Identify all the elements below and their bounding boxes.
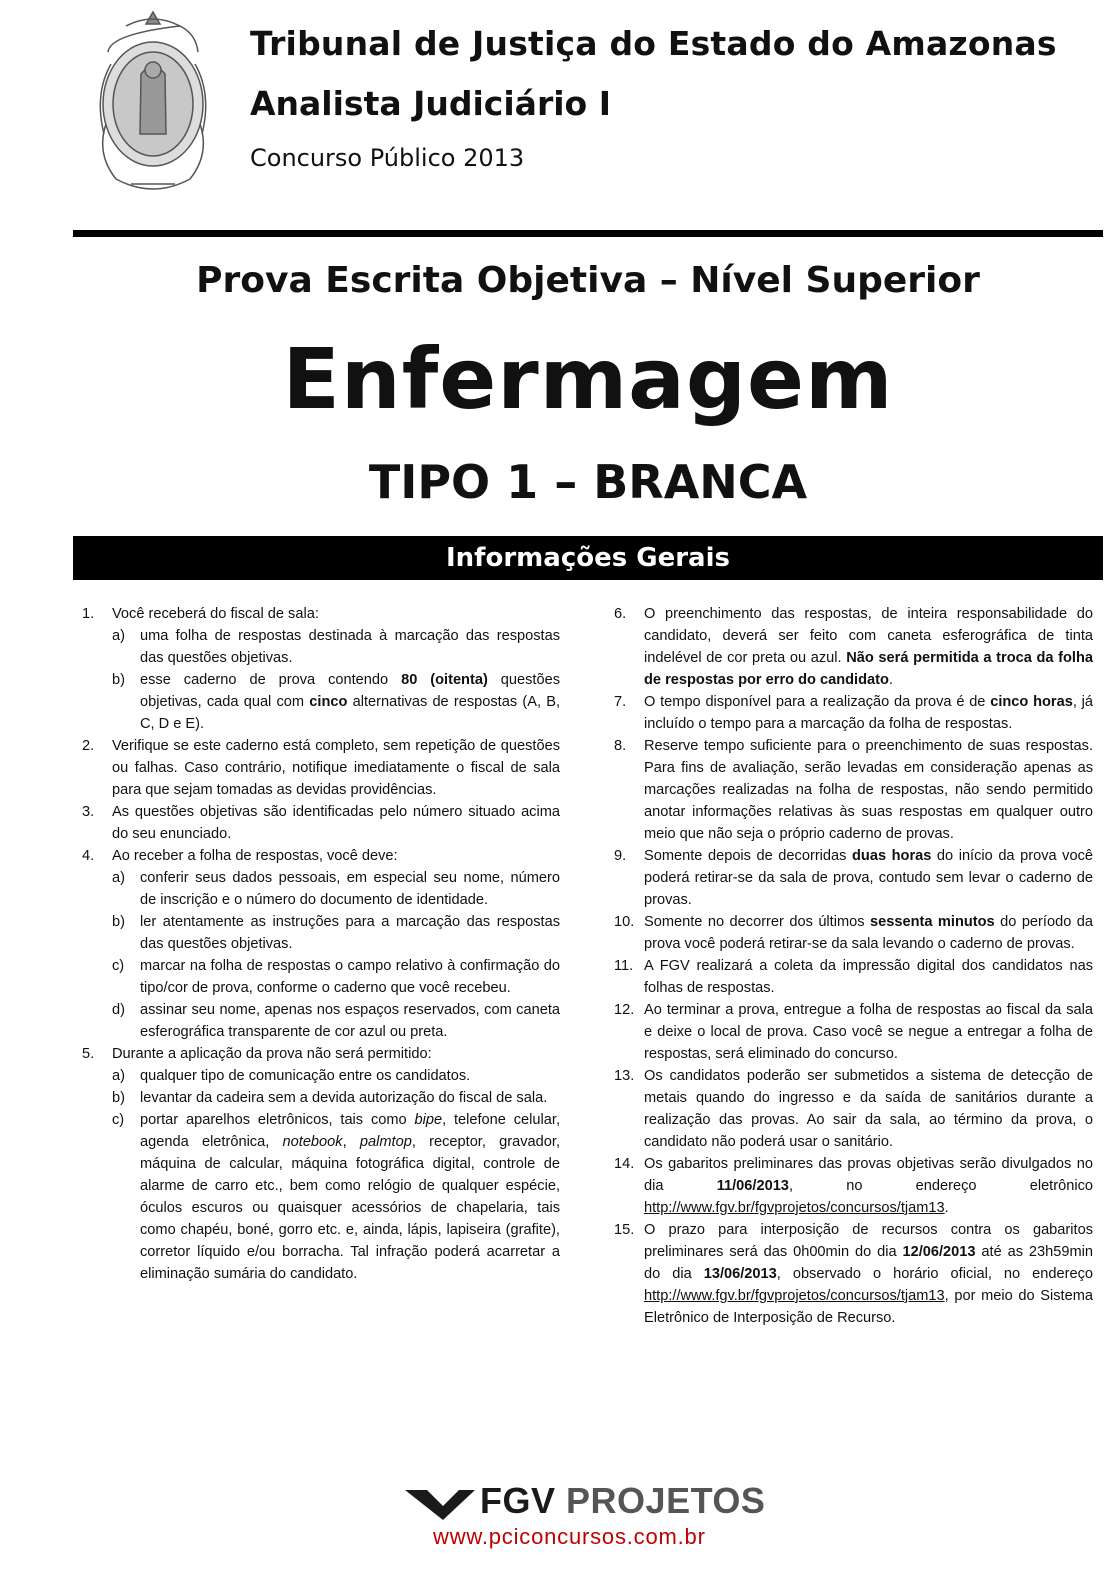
- item-text: [644, 603, 1093, 691]
- sub-text: uma folha de respostas destinada à marcação das respostas das questões objetivas.: [140, 628, 560, 666]
- contest-title: Concurso Público 2013: [250, 144, 525, 172]
- appeals-link[interactable]: http://www.fgv.br/fgvprojetos/concursos/tjam13: [644, 1288, 945, 1304]
- sub-text: conferir seus dados pessoais, em especial seu nome, número de inscrição e o número do documento de identidade.: [140, 870, 560, 908]
- item-number: 10.: [614, 914, 635, 930]
- item-text-part: , já incluído o tempo para a marcação da folha de respostas.: [644, 694, 1094, 732]
- sub-letter: a): [112, 870, 125, 886]
- sub-item: [112, 911, 560, 955]
- item-number: 7.: [614, 694, 627, 710]
- item-text: Você receberá do fiscal de sala:: [112, 606, 319, 622]
- item-text-part: Somente depois de decorridas: [644, 848, 852, 864]
- sub-bold: cinco: [309, 694, 348, 710]
- item-text-part: até as 23h59min do dia: [644, 1244, 1093, 1282]
- sub-item: [112, 999, 560, 1043]
- instruction-item: [82, 1043, 560, 1285]
- instruction-item: [614, 1065, 1093, 1153]
- instruction-item: [82, 735, 560, 801]
- sub-text: assinar seu nome, apenas nos espaços reservados, com caneta esferográfica transparente de cor azul ou preta.: [140, 1002, 560, 1040]
- sub-item: [112, 625, 560, 669]
- item-text: [644, 1153, 1093, 1219]
- instruction-item: [614, 845, 1093, 911]
- sub-letter: a): [112, 1068, 125, 1084]
- item-text-part: Somente no decorrer dos últimos: [644, 914, 870, 930]
- sub-text: , receptor, gravador, máquina de calcular, máquina fotográfica digital, controle de alarme de carro etc., bem como relógio de qualquer espécie, óculos escuros ou quaisquer acessórios de chapelaria, tais como chapéu, boné, gorro etc. e, ainda, lápis, lapiseira (grafite), corretor líquido e/ou borracha. Tal infração poderá acarretar a eliminação sumária do candidato.: [140, 1134, 561, 1282]
- sub-item: [112, 1087, 560, 1109]
- item-number: 1.: [82, 606, 95, 622]
- sub-text: levantar da cadeira sem a devida autorização do fiscal de sala.: [140, 1090, 548, 1106]
- item-text-part: O prazo para interposição de recursos contra os gabaritos preliminares será das 0h00min do dia: [644, 1222, 1093, 1260]
- item-number: 5.: [82, 1046, 95, 1062]
- exam-subject: Enfermagem: [282, 330, 894, 428]
- item-number: 11.: [614, 958, 634, 974]
- sub-letter: d): [112, 1002, 125, 1018]
- item-text: Reserve tempo suficiente para o preenchimento de suas respostas. Para fins de avaliação, serão levadas em consideração apenas as marcações realizadas na folha de respostas, não sendo permitido anotar informações relativas às suas respostas em qualquer outro meio que não seja o próprio caderno de provas.: [644, 738, 1093, 842]
- item-text-part: .: [888, 672, 893, 688]
- sub-item: [112, 955, 560, 999]
- fgv-logo-text: FGV: [480, 1480, 556, 1521]
- item-number: 4.: [82, 848, 95, 864]
- sub-letter: b): [112, 672, 125, 688]
- item-text: As questões objetivas são identificadas pelo número situado acima do seu enunciado.: [112, 804, 560, 842]
- item-text: Ao receber a folha de respostas, você deve:: [112, 848, 398, 864]
- item-text-part: O preenchimento das respostas, de inteira responsabilidade do candidato, deverá ser feito com caneta esferográfica de tinta indelével de cor preta ou azul.: [644, 606, 1093, 666]
- sub-letter: c): [112, 1112, 125, 1128]
- instruction-item: [614, 955, 1093, 999]
- sub-letter: b): [112, 1090, 125, 1106]
- exam-type: TIPO 1 – BRANCA: [368, 455, 808, 509]
- item-number: 3.: [82, 804, 95, 820]
- instruction-item: [614, 911, 1093, 955]
- sub-italic: bipe: [414, 1112, 443, 1128]
- item-number: 13.: [614, 1068, 635, 1084]
- instruction-item: [614, 1153, 1093, 1219]
- item-number: 12.: [614, 1002, 635, 1018]
- item-text-part: Os gabaritos preliminares das provas objetivas serão divulgados no dia: [644, 1156, 1093, 1194]
- instruction-item: [614, 735, 1093, 845]
- sub-italic: notebook: [282, 1134, 343, 1150]
- instruction-item: [614, 691, 1093, 735]
- item-text-part: O tempo disponível para a realização da prova é de: [644, 694, 991, 710]
- item-bold: 12/06/2013: [902, 1244, 976, 1260]
- sub-italic: palmtop: [359, 1134, 412, 1150]
- sub-text: portar aparelhos eletrônicos, tais como: [140, 1112, 415, 1128]
- item-bold: Não será permitida a troca da folha de respostas por erro do candidato: [644, 650, 1094, 688]
- results-link[interactable]: http://www.fgv.br/fgvprojetos/concursos/tjam13: [644, 1200, 945, 1216]
- fgv-projetos-logo: [480, 1480, 765, 1522]
- sub-text: qualquer tipo de comunicação entre os candidatos.: [140, 1068, 471, 1084]
- exam-kind: Prova Escrita Objetiva – Nível Superior: [196, 260, 980, 301]
- item-text-part: do período da prova você poderá retirar-se da sala levando o caderno de provas.: [644, 914, 1094, 952]
- item-bold: 13/06/2013: [703, 1266, 777, 1282]
- court-title: Tribunal de Justiça do Estado do Amazonas: [250, 24, 1057, 63]
- projetos-logo-text: PROJETOS: [566, 1480, 766, 1521]
- item-bold: duas horas: [852, 848, 932, 864]
- instruction-item: [614, 603, 1093, 691]
- sub-text: marcar na folha de respostas o campo relativo à confirmação do tipo/cor de prova, conforme o caderno que você recebeu.: [140, 958, 560, 996]
- item-text: A FGV realizará a coleta da impressão digital dos candidatos nas folhas de respostas.: [644, 958, 1093, 996]
- instructions-left: [82, 603, 560, 1285]
- item-text-part: .: [944, 1200, 949, 1216]
- sub-text: , telefone celular, agenda eletrônica,: [140, 1112, 560, 1150]
- item-text: [644, 691, 1093, 735]
- sub-text: questões objetivas, cada qual com: [140, 672, 560, 710]
- item-bold: cinco horas: [990, 694, 1073, 710]
- sub-item: [112, 1065, 560, 1087]
- instructions-right: [614, 603, 1093, 1329]
- section-bar: [73, 536, 1103, 580]
- instruction-item: [82, 801, 560, 845]
- role-title: Analista Judiciário I: [250, 84, 611, 123]
- instruction-item: [614, 999, 1093, 1065]
- item-number: 8.: [614, 738, 627, 754]
- item-bold: sessenta minutos: [870, 914, 995, 930]
- item-text: [644, 1219, 1093, 1329]
- sub-text: ler atentamente as instruções para a marcação das respostas das questões objetivas.: [140, 914, 560, 952]
- item-text-part: , no endereço eletrônico: [788, 1178, 1093, 1194]
- item-number: 14.: [614, 1156, 635, 1172]
- tribunal-seal-icon: [86, 4, 220, 200]
- item-text: [644, 911, 1093, 955]
- sub-text: ,: [342, 1134, 360, 1150]
- instruction-item: [82, 603, 560, 735]
- sub-item: [112, 669, 560, 735]
- sub-item: [112, 1109, 560, 1285]
- sub-item: [112, 867, 560, 911]
- instruction-item: [82, 845, 560, 1043]
- instruction-item: [614, 1219, 1093, 1329]
- sub-text: esse caderno de prova contendo: [140, 672, 402, 688]
- item-number: 6.: [614, 606, 627, 622]
- item-text: Verifique se este caderno está completo, sem repetição de questões ou falhas. Caso contrário, notifique imediatamente o fiscal de sala para que sejam tomadas as devidas providências.: [112, 738, 560, 798]
- sub-letter: c): [112, 958, 125, 974]
- sub-bold: 80 (oitenta): [401, 672, 488, 688]
- item-text: Durante a aplicação da prova não será permitido:: [112, 1046, 432, 1062]
- sub-text: alternativas de respostas (A, B, C, D e E).: [140, 694, 560, 732]
- item-text: Ao terminar a prova, entregue a folha de respostas ao fiscal da sala e deixe o local de prova. Caso você se negue a entregar a folha de respostas, será eliminado do concurso.: [644, 1002, 1093, 1062]
- sub-letter: a): [112, 628, 125, 644]
- item-number: 2.: [82, 738, 95, 754]
- item-text-part: do início da prova você poderá retirar-se da sala de prova, contudo sem levar o caderno de provas.: [644, 848, 1093, 908]
- sub-letter: b): [112, 914, 125, 930]
- item-text-part: , por meio do Sistema Eletrônico de Interposição de Recurso.: [644, 1288, 1093, 1326]
- header-divider: [73, 230, 1103, 237]
- item-bold: 11/06/2013: [716, 1178, 789, 1194]
- item-number: 9.: [614, 848, 627, 864]
- item-text: [644, 845, 1093, 911]
- section-title: Informações Gerais: [446, 543, 730, 573]
- item-number: 15.: [614, 1222, 635, 1238]
- item-text: Os candidatos poderão ser submetidos a sistema de detecção de metais quando do ingresso e da saída de sanitários durante a realização das provas. Ao sair da sala, ao término da prova, o candidato não poderá usar o sanitário.: [644, 1068, 1093, 1150]
- site-url[interactable]: www.pciconcursos.com.br: [433, 1524, 706, 1549]
- item-text-part: , observado o horário oficial, no endereço: [776, 1266, 1093, 1282]
